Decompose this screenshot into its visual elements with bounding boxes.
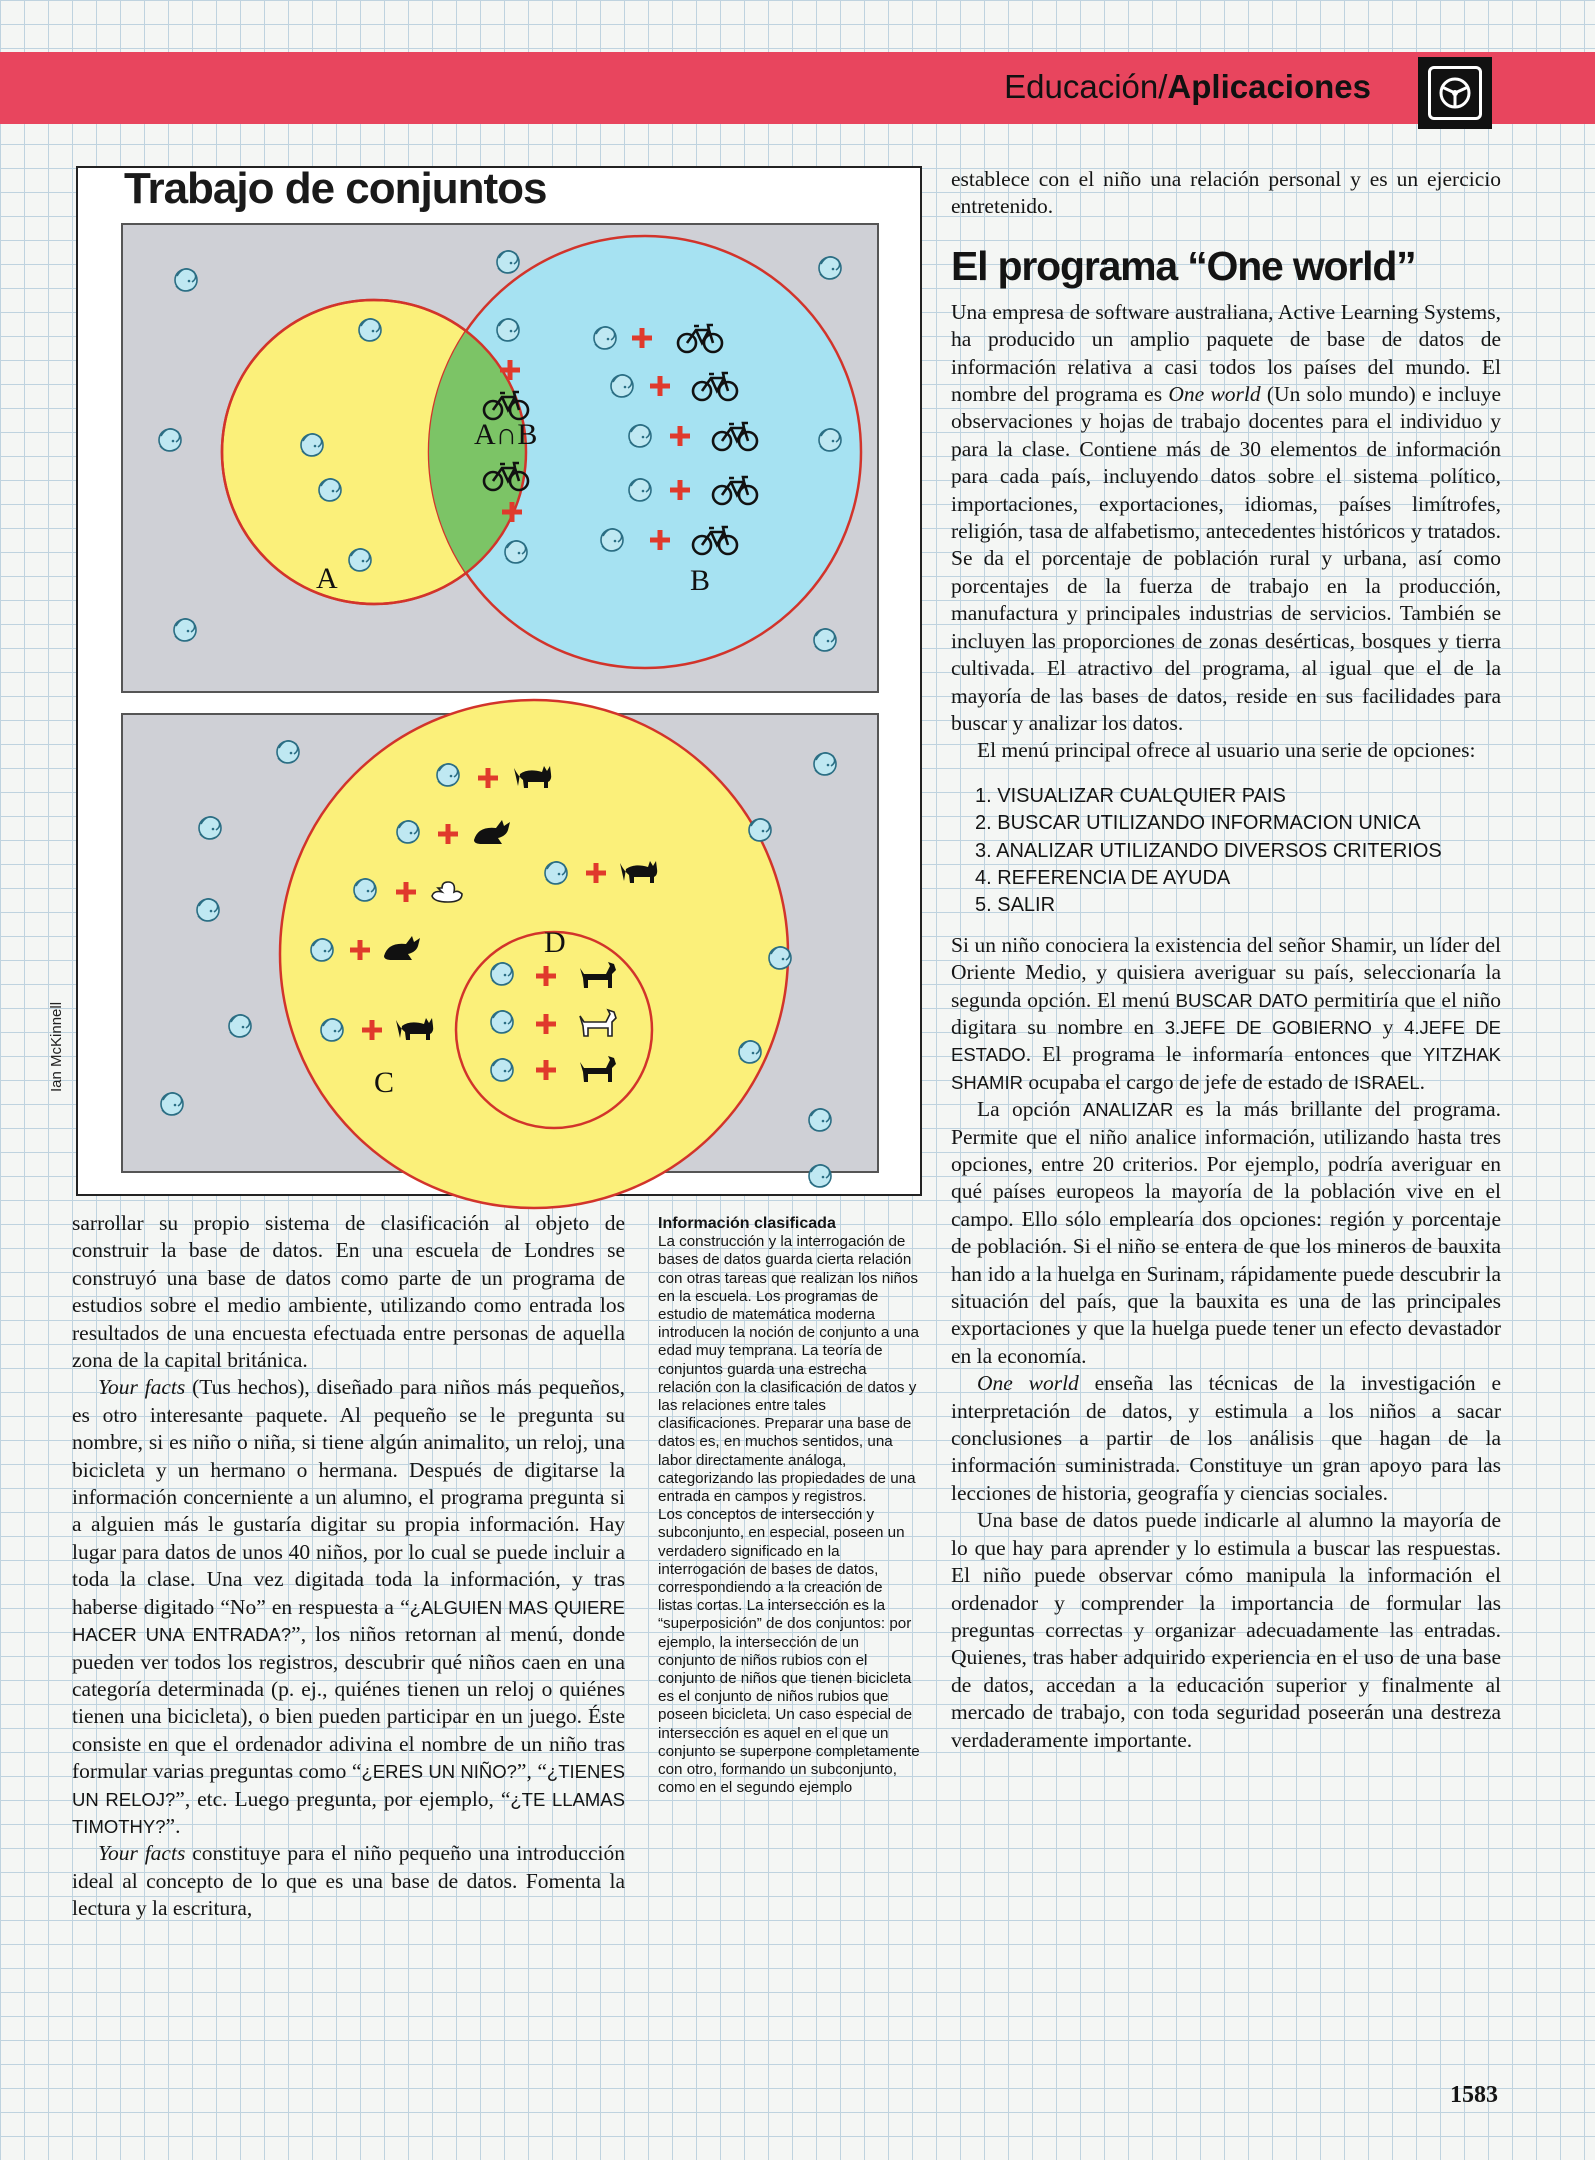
paragraph: Your facts constituye para el niño pequeño una introducción ideal al concepto de lo que es una base de datos. Fomenta la lectura y la escritura, — [72, 1841, 625, 1921]
figure-title: Trabajo de conjuntos — [124, 164, 547, 213]
program-menu — [975, 783, 1501, 920]
paragraph: El menú principal ofrece al usuario una serie de opciones: — [977, 738, 1476, 763]
article-heading: El programa “One world” — [951, 242, 1416, 289]
page-number: 1583 — [1450, 2082, 1498, 2108]
set-a-label: A — [316, 562, 338, 595]
intersection-label: A∩B — [474, 418, 538, 451]
paragraph: Si un niño conociera la existencia del señor Shamir, un líder del Oriente Medio, y quisiera averiguar su país, seleccionaría la segunda opción. El menú BUSCAR DATO permitiría que el niño digitara su nombre en 3.JEFE DE GOBIERNO y 4.JEFE DE ESTADO. El programa le informaría entonces que YITZHAK SHAMIR ocupaba el cargo de jefe de estado de ISRAEL. — [951, 932, 1502, 1094]
illustration-credit: Ian McKinnell — [48, 1001, 65, 1092]
sidebar-paragraph: Los conceptos de intersección y subconjunto, en especial, poseen un verdadero significado en la interrogación de bases de datos, correspondiendo a la creación de listas cortas. La intersección es la “superposición” de dos conjuntos: por ejemplo, la intersección de un conjunto de niños rubios con el conjunto de niños que tienen bicicleta es el conjunto de niños rubios que poseen bicicleta. Un caso especial de intersección es aquel en el que un conjunto se superpone completamente con otro, formando un subconjunto, como en el segundo ejemplo — [658, 1506, 920, 1797]
column-left — [72, 1210, 625, 1923]
sidebar-title: Información clasificada — [658, 1215, 836, 1232]
menu-option: 3. ANALIZAR UTILIZANDO DIVERSOS CRITERIOS — [975, 839, 1442, 862]
sidebar-paragraph: La construcción y la interrogación de bases de datos guarda cierta relación con otras tareas que realizan los niños en la escuela. Los programas de estudio de matemática moderna introducen la noción de conjunto a una edad muy temprana. La teoría de conjuntos guarda una estrecha relación con la clasificación de datos y las relaciones entre tales clasificaciones. Preparar una base de datos es, en muchos sentidos, una labor directamente análoga, categorizando las propiedades de una entrada en campos y registros. — [658, 1233, 919, 1506]
set-d-label: D — [544, 926, 566, 959]
set-c-label: C — [374, 1066, 395, 1099]
menu-option: 4. REFERENCIA DE AYUDA — [975, 866, 1231, 889]
paragraph: Una base de datos puede indicarle al alumno la mayoría de lo que hay para aprender y lo estimula a buscar las respuestas. El niño puede observar cómo manipula la información el ordenador y comprender la importancia de formular las preguntas correctas y organizar adecuadamente las entradas. Quienes, tras haber adquirido experiencia en el uso de una base de datos, accedan a la educación superior y finalmente al mercado de trabajo, con toda seguridad poseerán una destreza verdaderamente importante. — [951, 1508, 1501, 1752]
section-title: Educación/Aplicaciones — [1004, 68, 1371, 105]
paragraph: Your facts (Tus hechos), diseñado para niños más pequeños, es otro interesante paquete. Al pequeño se le pregunta su nombre, si es niño o niña, si tiene algún animalito, un reloj, una bicicleta y un hermano o hermana. Después de digitarse la información concerniente a un alumno, el programa pregunta si a alguien más le gustaría digitar su propia información. Hay lugar para datos de unos 40 niños, por lo cual se puede incluir a toda la clase. Una vez digitada toda la información, y tras haberse digitado “No” en respuesta a “¿ALGUIEN MAS QUIERE HACER UNA ENTRADA?”, los niños retornan al menú, donde pueden ver todos los registros, descubrir qué niños caen en una categoría determinada (p. ej., quiénes tienen un reloj o quiénes tienen una bicicleta), o bien pueden participar en un juego. Éste consiste en que el ordenador adivina el nombre de un niño tras formular varias preguntas como “¿ERES UN NIÑO?”, “¿TIENES UN RELOJ?”, etc. Luego pregunta, por ejemplo, “¿TE LLAMAS TIMOTHY?”. — [72, 1375, 626, 1838]
menu-option: 5. SALIR — [975, 894, 1056, 917]
sidebar-box — [658, 1215, 920, 1798]
set-b-label: B — [690, 564, 711, 597]
menu-option: 2. BUSCAR UTILIZANDO INFORMACION UNICA — [975, 812, 1421, 835]
paragraph: establece con el niño una relación personal y es un ejercicio entretenido. — [951, 167, 1501, 219]
paragraph: Una empresa de software australiana, Active Learning Systems, ha producido un amplio paquete de base de datos de información relativa a casi todos los países del mundo. El nombre del programa es One world (Un solo mundo) e incluye observaciones y hojas de trabajo docentes para el individuo y para la clase. Contiene más de 30 elementos de información para cada país, incluyendo datos sobre el sistema político, importaciones, exportaciones, idiomas, países limítrofes, religión, tasa de alfabetismo, antecedentes históricos y tratados. Se da el porcentaje de población rural y urbana, así como porcentajes de la fuerza de trabajo en la producción, manufactura y principales industrias de servicios. También se incluyen las proporciones de zonas desérticas, bosques y tierra cultivada. El atractivo del programa, al igual que el de la mayoría de las bases de datos, reside en sus facilidades para buscar y analizar los datos. — [951, 299, 1501, 735]
menu-option: 1. VISUALIZAR CUALQUIER PAIS — [975, 784, 1286, 807]
paragraph: La opción ANALIZAR es la más brillante del programa. Permite que el niño analice información, utilizando hasta tres opciones, entre 20 criterios. Por ejemplo, podría averiguar en qué países europeos la mayoría de la población vive en el campo. Ello sólo emplearía dos opciones: región y porcentaje de población. Si el niño se entera de que los mineros de bauxita han ido a la huelga en Surinam, rápidamente puede descubrir la situación del país, que la bauxita es una de las principales exportaciones y que la huelga puede tener un efecto devastador en la economía. — [951, 1097, 1502, 1368]
paragraph: One world enseña las técnicas de la investigación e interpretación de datos, y estimula a los niños a sacar conclusiones a partir de los análisis que hagan de la información suministrada. Constituye un gran apoyo para las lecciones de historia, geografía y ciencias sociales. — [951, 1371, 1502, 1505]
column-right — [951, 166, 1501, 1754]
paragraph: sarrollar su propio sistema de clasificación al objeto de construir la base de datos. En una escuela de Londres se construyó una base de datos como parte de un programa de estudios sobre el medio ambiente, utilizando como entrada los resultados de una encuesta efectuada entre personas de aquella zona de la capital británica. — [72, 1211, 625, 1373]
set-d-circle — [456, 932, 652, 1128]
